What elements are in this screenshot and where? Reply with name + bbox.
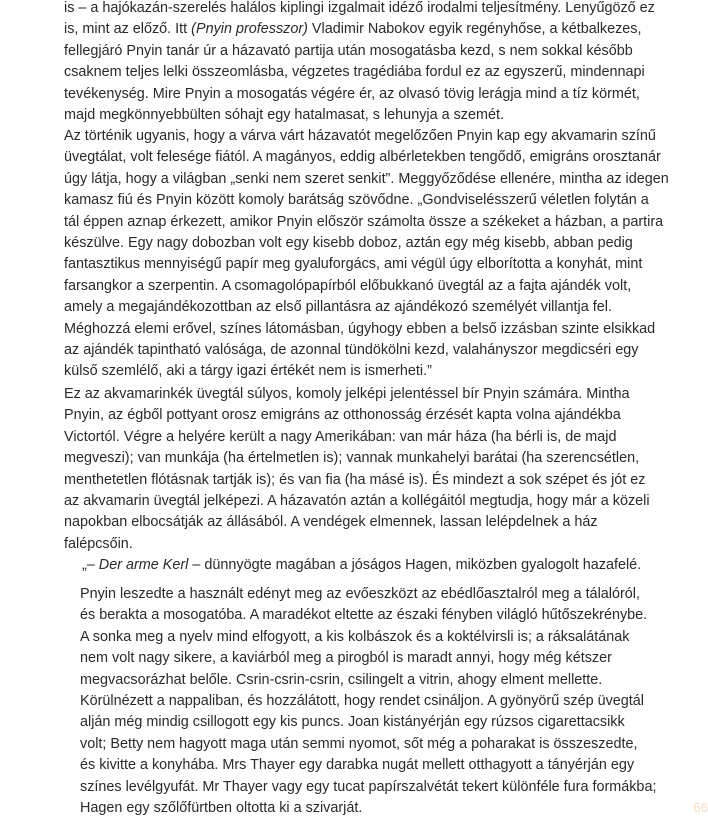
text-line: nem volt nagy sikere, a kaviárból meg a pirogból is maradt annyi, hogy még kétszer — [80, 650, 612, 667]
text-line: napokban elbocsátják az állásából. A vendégek elmennek, lassan lelépdelnek a ház — [64, 514, 598, 531]
text-line: Az történik ugyanis, hogy a várva várt házavatót megelőzően Pnyin kap egy akvamarin színű — [64, 128, 656, 144]
text-line: az akvamarin üvegtál jelképezi. A házavatón aztán a kollégáitól megtudja, hogy már a közeli — [64, 493, 650, 510]
paragraph-4 — [80, 584, 656, 819]
text-line: kamasz fiú és Pnyin között komoly barátság szövődne. „Gondviselésszerű véletlen folytán a — [64, 192, 649, 209]
text-line: az ajándék tapintható valósága, de azonnal tündökölni kezd, valahányszor megdicséri egy — [64, 342, 639, 359]
text-line: „– Der arme Kerl – dünnyögte magában a jóságos Hagen, miközben gyalogolt hazafelé. — [82, 557, 642, 573]
paragraph-2 — [64, 126, 669, 383]
text-line: volt; Betty nem hagyott maga után semmi nyomot, sőt még a poharakat is összeszedte, — [80, 735, 638, 752]
text-line: menthetetlen flótásnak tartják is); és van fia (ha másé is). És mindezt a sok szépet és jót ez — [64, 471, 646, 488]
text-line: úgy látja, hogy a világban „senki nem szeret senkit”. Meggyőződése ellenére, mintha az idegen — [64, 170, 669, 187]
text-line: majd megkönnyebbülten sóhajt egy hatalmasat, s lehunyja a szemét. — [64, 107, 504, 124]
text-line: is, mint az előző. Itt (Pnyin professzor) Vladimir Nabokov egyik regényhőse, a kétbalkezes, — [64, 21, 642, 38]
text-line: Pnyin leszedte a használt edényt meg az evőeszközt az ebédlőasztalról meg a tálalóról, — [80, 586, 640, 602]
text-line: Méghozzá elemi erővel, színes látomásban, úgyhogy ebben a belső izzásban szinte elsikkad — [64, 320, 656, 337]
text-line: Hagen egy szőlőfürtben oltotta ki a szivarját. — [80, 800, 363, 817]
text-line: megveszi); van munkája (ha értelmetlen is); vannak munkahelyi barátai (ha szerencsétlen, — [64, 450, 640, 467]
text-line: színes levélgyufát. Mr Thayer vagy egy tucat papírszalvétát tekert különféle fura formákba; — [80, 778, 657, 795]
text-line: és berakta a mosogatóba. A maradékot eltette az északi fényben világló hűtőszekrénybe. — [80, 607, 648, 624]
text-line: falépcsőin. — [64, 535, 133, 552]
quote-paragraph — [82, 555, 641, 576]
text-line: A sonka meg a nyelv mind elfogyott, a kis kolbászok és a koktélvirsli is; a ráksalátának — [80, 628, 630, 645]
text-line: üvegtálat, volt felesége fiától. A magányos, eddig albérletekben tengődő, emigráns orosztanár — [64, 149, 661, 166]
text-line: és kivitte a konyhába. Mrs Thayer egy darabka nugát mellett otthagyott a tányérján egy — [80, 757, 635, 774]
text-line: farsangkor a szerpentin. A csomagolópapírból előbukkanó üvegtál az a fajta ajándék volt, — [64, 277, 632, 294]
italic-title: (Pnyin professzor) — [191, 21, 308, 38]
text-line: amely a megajándékozottban az első pillantásra az ajándékozó személyét villantja fel. — [64, 299, 612, 316]
text-line: Victortól. Végre a helyére került a nagy Amerikában: van már háza (ha bérli is, de majd — [64, 428, 617, 445]
text-line: alján még mindig csillogott egy kis puncs. Joan kistányérján egy rúzsos cigarettacsikk — [80, 714, 625, 731]
text-line: fantasztikus mennyiségű papír meg gyaluforgács, ami végül úgy elborította a konyhát, mint — [64, 256, 643, 273]
text-line: fellegjáró Pnyin tanár úr a házavató partija után mosogatásba kezd, s nem sokkal később — [64, 42, 633, 59]
italic-title: Der arme Kerl — [98, 557, 189, 573]
text-line: csaknem teljes lelki összeomlásba, végzetes tragédiába fordul ez az egyszerű, mindennapi — [64, 64, 645, 81]
text-line: is – a hajókazán-szerelés halálos kiplingi izgalmait idéző irodalmi teljesítmény. Lenyűgöző ez — [64, 0, 655, 16]
text-line: Körülnézett a nappaliban, és hozzálátott, hogy rendet csináljon. A gyönyörű szép üvegtál — [80, 693, 645, 710]
text-line: Ez az akvamarinkék üvegtál súlyos, komoly jelképi jelentéssel bír Pnyin számára. Mintha — [64, 386, 630, 402]
paragraph-1 — [64, 0, 655, 126]
text-line: tál éppen aznap érkezett, amikor Pnyin először számolta össze a székeket a házban, a partira — [64, 213, 664, 230]
text-line: külső szemlélő, aki a tárgy igazi értékét nem is ismerheti.” — [64, 363, 432, 380]
text-line: készülve. Egy nagy dobozban volt egy kisebb doboz, aztán egy még kisebb, abban pedig — [64, 235, 633, 252]
text-line: megvacsorázhat belőle. Csrin-csrin-csrin, csilingelt a vitrin, ahogy elment mellette. — [80, 671, 603, 688]
paragraph-3 — [64, 384, 650, 555]
text-line: Pnyin, az égből pottyant orosz emigráns az otthonosság érzését kapta volna ajándékba — [64, 407, 621, 424]
text-line: tevékenység. Mire Pnyin a mosogatás végére ér, az olvasó tövig lerágja mind a tíz körmét, — [64, 85, 640, 102]
page-number: 66 — [693, 800, 708, 815]
